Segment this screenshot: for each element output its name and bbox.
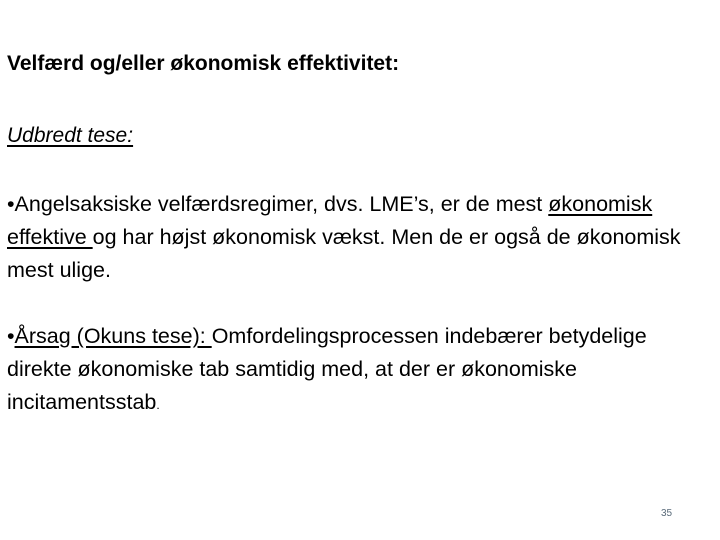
page-number: 35: [661, 508, 673, 519]
bullet-text: Omfordelingsprocessen indebærer betydelige direkte økonomiske tab samtidig med, at der er økonomiske incitamentsstab: [7, 324, 647, 414]
bullet-marker: •: [7, 192, 15, 216]
slide-subtitle: Udbredt tese:: [7, 124, 134, 147]
bullet-marker: •: [7, 324, 15, 348]
bullet-item: [7, 188, 717, 287]
bullet-item: [7, 320, 717, 422]
bullet-text: og har højst økonomisk vækst. Men de er også de økonomisk mest ulige.: [7, 225, 681, 282]
bullet-text: Angelsaksiske velfærdsregimer, dvs. LME’s, er de mest: [14, 192, 549, 216]
bullet-underlined-text: økonomisk effektive: [7, 192, 653, 249]
bullet-underlined-text: Årsag (Okuns tese):: [14, 324, 212, 348]
slide-title: Velfærd og/eller økonomisk effektivitet:: [7, 52, 400, 75]
bullet-end-period: .: [156, 398, 160, 412]
